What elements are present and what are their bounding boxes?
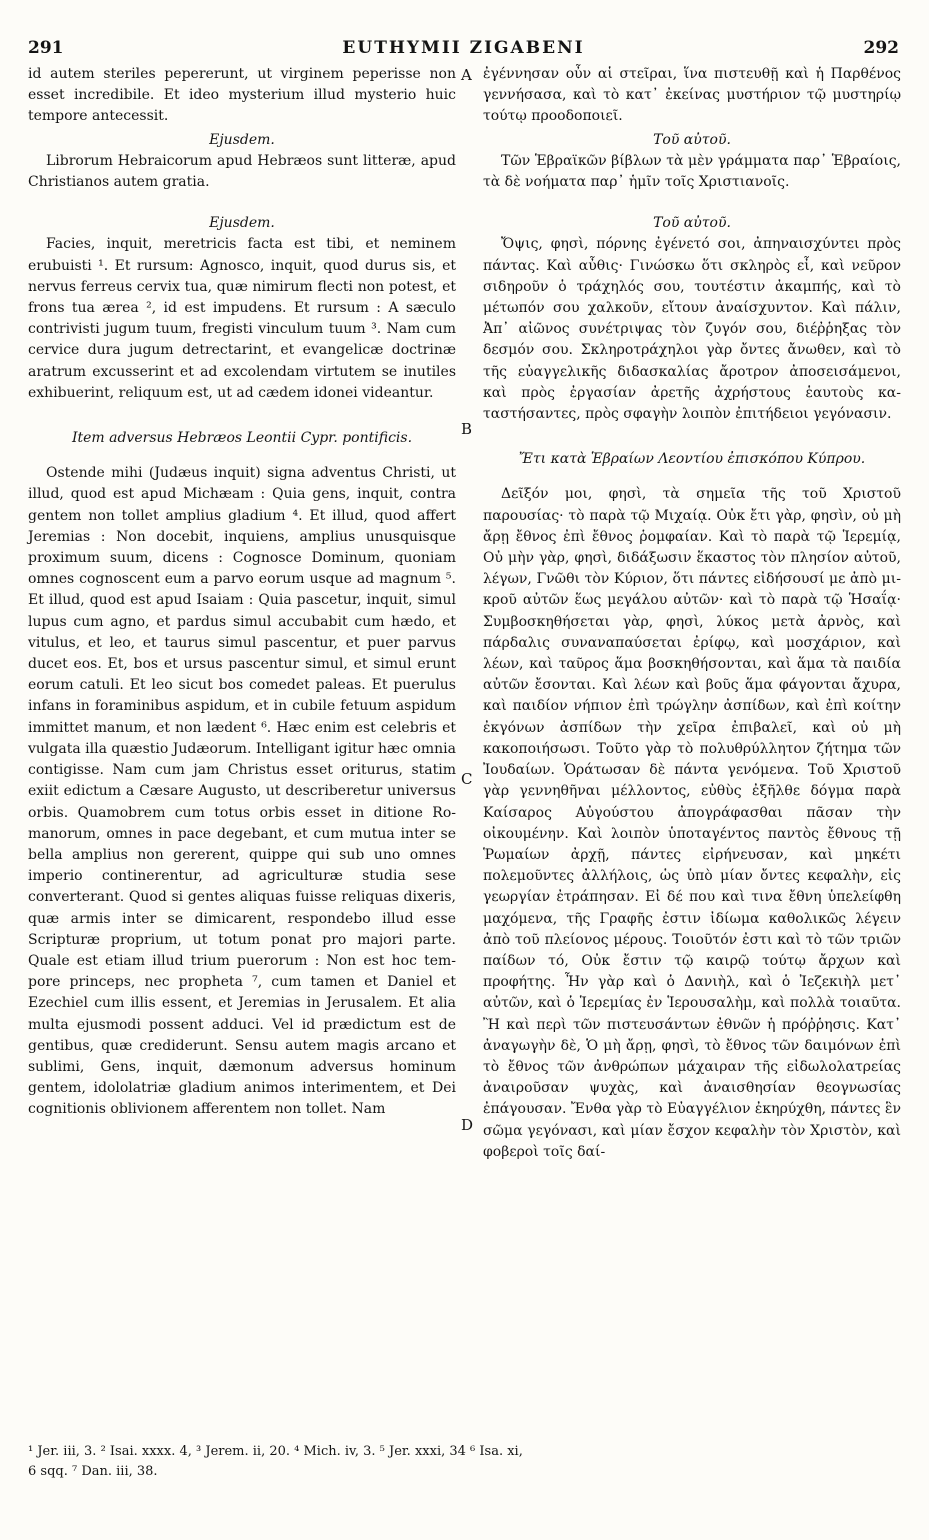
greek-paragraph: ἐγέννησαν οὖν αἱ στεῖραι, ἵνα πιστευθῇ καὶ ἡ Παρθένος γεννήσασα, καὶ τὸ κατ᾽ ἐκείνας μυστήριον τῷ μυστηρίῳ τούτῳ προοδοποιεῖ. <box>483 66 901 125</box>
footnotes <box>28 1442 899 1482</box>
greek-paragraph: Τῶν Ἑβραϊκῶν βίβλων τὰ μὲν γράμματα παρ᾽ Ἑβραίοις, τὰ δὲ νοήματα παρ᾽ ἡμῖν τοῖς Χριστιανοῖς. <box>483 152 901 191</box>
latin-paragraph: Librorum Hebraicorum apud Hebræos sunt litteræ, apud Christianos autem gratia. <box>28 152 456 191</box>
margin-marker-b: B <box>461 420 473 438</box>
page-header <box>28 38 899 64</box>
running-title: EUTHYMII ZIGABENI <box>342 38 585 58</box>
greek-heading: Τοῦ αὐτοῦ. <box>653 215 731 232</box>
latin-section-heading: Item adversus Hebræos Leontii Cypr. pontificis. <box>71 430 413 447</box>
margin-marker-d: D <box>461 1116 474 1134</box>
latin-paragraph: Ostende mihi (Judæus inquit) signa adventus Christi, ut illud, quod est apud Michæam : Quia gens, inquit, contra gentem non tollet amplius gladium ⁴. Et illud, quod affert Jeremias : Non docebit, inquiens, amplius unusquisque proximum suum, dicens : Cognosce Dominum, quoniam omnes cognoscent eum a parvo eorum usque ad magnum ⁵. Et illud, quod est apud Isaiam : Quia pascetur, inquit, simul lupus cum agno, et pardus simul accubabit cum hædo, et vitulus, et leo, et taurus simul pascentur, et puer parvus ducet eos. Et, bos et ursus pascentur simul, et simul erunt eorum catuli. Et leo sicut bos comedet paleas. Et puerulus infans in foraminibus aspidum, et in cubile fetuum aspidum immittet manum, et non lædent ⁶. Hæc enim est celebris et vulgata illa quæstio Judæorum. Intelligant igitur hæc omnia contigisse. Nam cum jam Christus esset oriturus, statim exiit edictum a Cæsare Augusto, ut describeretur universus orbis. Quamobrem cum totus orbis esset in ditione Romanorum, omnes in pace degebant, et cum mutua inter se bella amplius non gererent, quippe qui sub uno omnes imperio continerentur, ad agriculturæ studia sese converterant. Quod si gentes aliquas fuisse reliquas dixeris, quæ armis inter se dimicarent, respondebo illud esse Scripturæ proprium, ut totum ponat pro majori parte. Quale est etiam illud trium puerorum : Non est hoc tempore princeps, nec propheta ⁷, cum tamen et Daniel et Ezechiel cum illis essent, et Jeremias in Jerusalem. Et alia multa ejusmodi possent adduci. Vel id prædictum est de gentibus, quæ crediderunt. Sensu autem magis arcano et sublimi, Gens, inquit, dæmonum adversus hominum gentem, idololatriæ gladium animos interimentem, et Dei cognitionis oblivionem afferentem non tollet. Nam <box>28 465 456 1118</box>
margin-marker-c: C <box>461 770 473 788</box>
right-page-number: 292 <box>863 38 899 58</box>
footnote-line: ¹ Jer. iii, 3. ² Isai. xxxx. 4, ³ Jerem. ii, 20. ⁴ Mich. iv, 3. ⁵ Jer. xxxi, 34 ⁶ Isa. xi, <box>28 1444 523 1459</box>
margin-markers <box>457 64 483 1464</box>
latin-heading: Ejusdem. <box>209 215 275 232</box>
latin-heading: Ejusdem. <box>209 131 275 148</box>
greek-column <box>483 64 901 1163</box>
greek-heading: Τοῦ αὐτοῦ. <box>653 131 731 148</box>
greek-paragraph: Ὄψις, φησὶ, πόρνης ἐγένετό σοι, ἀπηναισχύντει πρὸς πάντας. Καὶ αὖθις· Γινώσκω ὅτι σκληρὸς εἶ, καὶ νεῦρον σιδηροῦν ὁ τράχηλός σου, τουτέστιν ἀκαμπής, καὶ τὸ μέτωπόν σου χαλκοῦν, εἴτουν ἀναίσχυντον. Καὶ πάλιν, Ἀπ᾽ αἰῶνος συνέτριψας τὸν ζυγόν σου, διέῤῥηξας τὸν δεσμόν σου. Σκληροτράχηλοι γὰρ ὄντες ἄνωθεν, καὶ τὸ τῆς εὐαγγελικῆς διδασκαλίας ἄροτρον ἀποσεισάμενοι, καὶ πρὸς ἐργασίαν ἀρετῆς ἀχρήστους ἑαυτοὺς καταστήσαντες, πρὸς σφαγὴν λοιπὸν ἐπιτήδειοι γεγόνασιν. <box>483 236 901 423</box>
margin-marker-a: A <box>461 66 472 84</box>
latin-paragraph: id autem steriles pepererunt, ut virginem peperisse non esset incredibile. Et ideo mysterium illud mysterio huic tempore antecessit. <box>28 66 456 125</box>
latin-paragraph: Facies, inquit, meretricis facta est tibi, et neminem erubuisti ¹. Et rursum: Agnosco, inquit, quod durus sis, et nervus ferreus cervix tua, quæ nimirum flecti non potest, et frons tua ærea ², id est impudens. Et rursum : A sæculo contrivisti jugum tuum, fregisti vinculum tuum ³. Nam cum cervice dura jugum detrectarint, et evangelicæ doctrinæ aratrum excusserint et ad excolendam virtutem se inutiles exhibuerint, reliquum est, ut ad cædem idonei videantur. <box>28 236 456 401</box>
greek-section-heading: Ἔτι κατὰ Ἑβραίων Λεοντίου ἐπισκόπου Κύπρου. <box>518 451 866 468</box>
greek-paragraph: Δεῖξόν μοι, φησὶ, τὰ σημεῖα τῆς τοῦ Χριστοῦ παρουσίας· τὸ παρὰ τῷ Μιχαίᾳ. Οὐκ ἔτι γὰρ, φησὶν, οὐ μὴ ἄρῃ ἔθνος ἐπὶ ἔθνος ῥομφαίαν. Καὶ τὸ παρὰ τῷ Ἱερεμίᾳ, Οὐ μὴν γὰρ, φησὶ, διδάξωσιν ἕκαστος τὸν πλησίον αὐτοῦ, λέγων, Γνῶθι τὸν Κύριον, ὅτι πάντες εἰδήσουσί με ἀπὸ μικροῦ αὐτῶν ἕως μεγάλου αὐτῶν· καὶ τὸ παρὰ τῷ Ἡσαΐᾳ· Συμβοσκηθήσεται γὰρ, φησὶ, λύκος μετὰ ἀρνὸς, καὶ πάρδαλις συναναπαύσεται ἐρίφῳ, καὶ μοσχάριον, καὶ λέων, καὶ ταῦρος ἅμα βοσκηθήσονται, καὶ ἅμα τὰ παιδία αὐτῶν ἔσονται. Καὶ λέων καὶ βοῦς ἅμα φάγονται ἄχυρα, καὶ παιδίον νήπιον ἐπὶ τρώγλην ἀσπίδων, καὶ ἐπὶ κοίτην ἐκγόνων ἀσπίδων τὴν χεῖρα ἐπιβαλεῖ, καὶ οὐ μὴ κακοποιήσωσι. Τοῦτο γὰρ τὸ πολυθρύλλητον ζήτημα τῶν Ἰουδαίων. Ὁράτωσαν δὲ πάντα γενόμενα. Τοῦ Χριστοῦ γὰρ γεννηθῆναι μέλλοντος, εὐθὺς ἐξῆλθε δόγμα παρὰ Καίσαρος Αὐγούστου ἀπογράφασθαι πᾶσαν τὴν οἰκουμένην. Καὶ λοιπὸν ὑποταγέντος παντὸς ἔθνους τῇ Ῥωμαίων ἀρχῇ, πάντες εἰρήνευσαν, καὶ μηκέτι πολεμοῦντες ἀλλήλοις, ὡς ὑπὸ μίαν ὄντες κεφαλὴν, εἰς γεωργίαν ἐτράπησαν. Εἰ δέ που καὶ τινα ἔθνη ὑπελείφθη μαχόμενα, τῆς Γραφῆς ἐστιν ἰδίωμα καθολικῶς λέγειν ἀπὸ τοῦ πλείονος μέρους. Τοιοῦτόν ἐστι καὶ τὸ τῶν τριῶν παίδων τό, Οὐκ ἔστιν τῷ καιρῷ τούτῳ ἄρχων καὶ προφήτης. Ἦν γὰρ καὶ ὁ Δανιὴλ, καὶ ὁ Ἰεζεκιὴλ μετ᾽ αὐτῶν, καὶ ὁ Ἱερεμίας ἐν Ἱερουσαλὴμ, καὶ πολλὰ τοιαῦτα. Ἢ καὶ περὶ τῶν πιστευσάντων ἐθνῶν ἡ πρόῤῥησις. Κατ᾽ ἀναγωγὴν δὲ, Ὁ μὴ ἄρῃ, φησὶ, τὸ ἔθνος τῶν δαιμόνων ἐπὶ τὸ ἔθνος τῶν ἀνθρώπων μάχαιραν τῆς εἰδωλολατρείας ἀναιροῦσαν ψυχὰς, καὶ ἀναισθησίαν θεογνωσίας ἐπάγουσαν. Ἔνθα γὰρ τὸ Εὐαγγέλιον ἐκηρύχθη, πάντες ἓν σῶμα γεγόνασι, καὶ μίαν ἔσχον κεφαλὴν τὸν Χριστὸν, καὶ φοβεροὶ τοῖς δαί- <box>483 486 901 1160</box>
footnote-line: 6 sqq. ⁷ Dan. iii, 38. <box>28 1464 158 1479</box>
latin-column <box>28 64 456 1121</box>
left-page-number: 291 <box>28 38 64 58</box>
